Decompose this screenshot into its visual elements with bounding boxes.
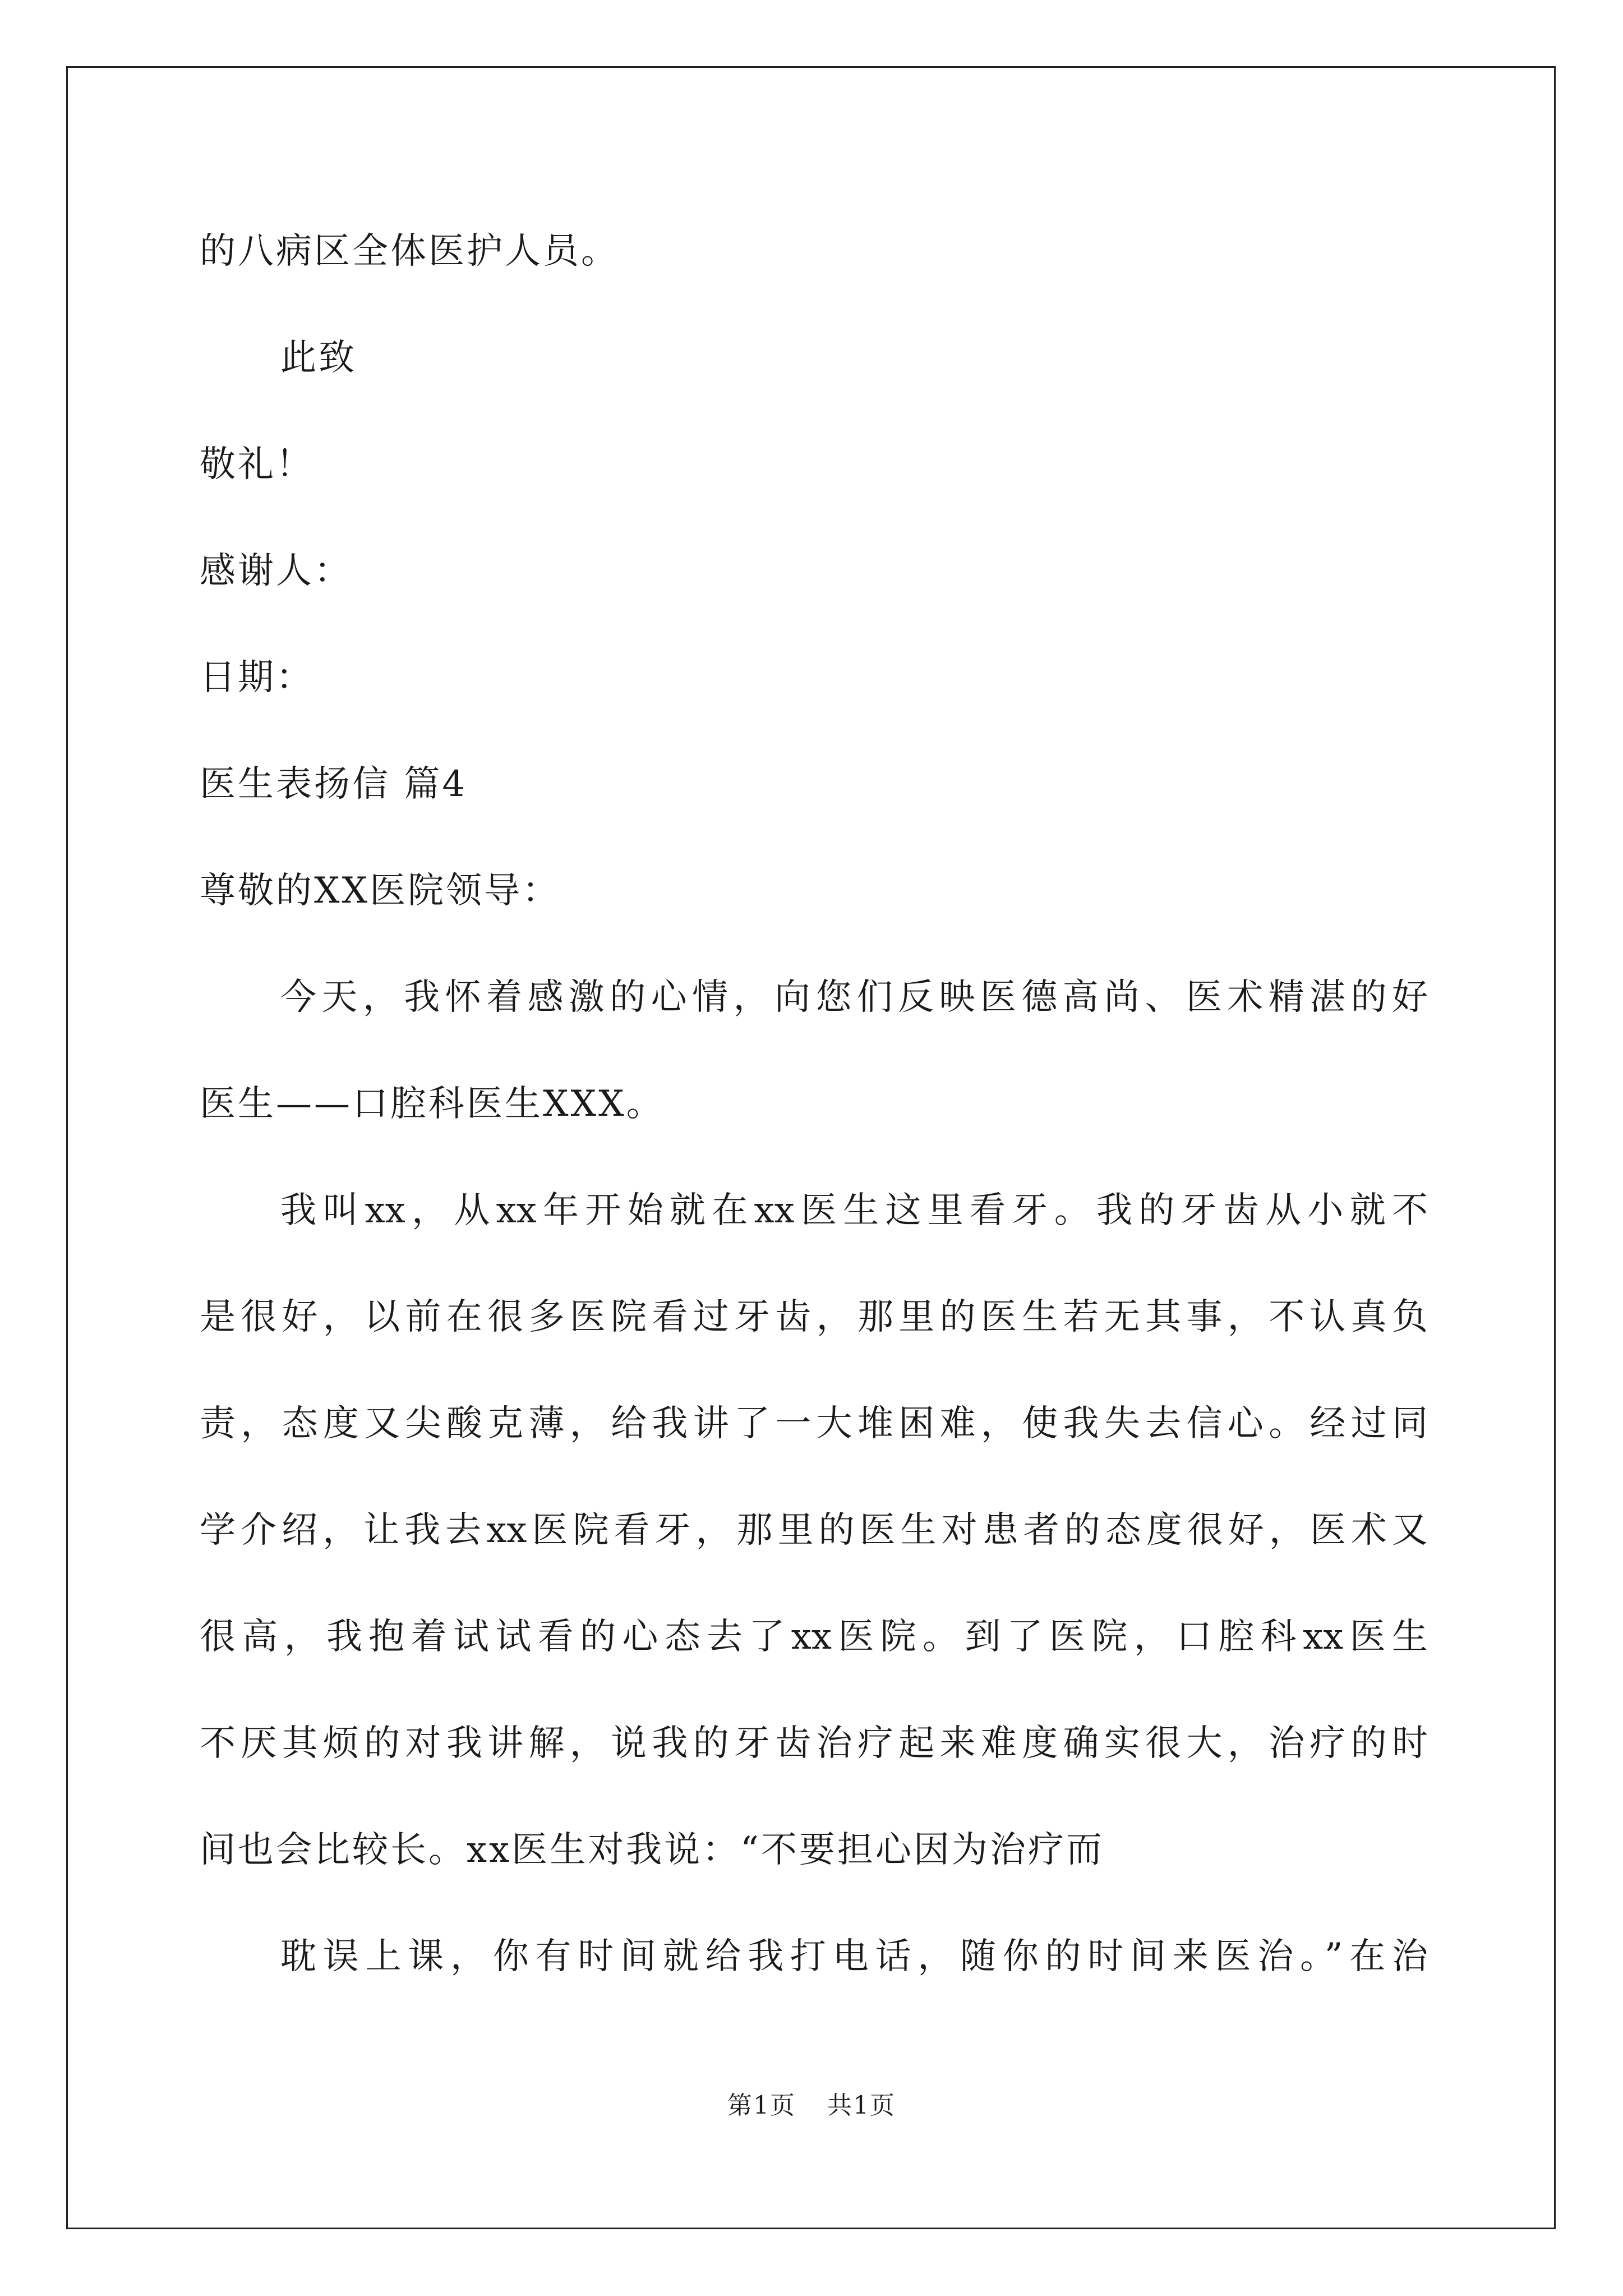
paragraph-line: 我叫xx，从xx年开始就在xx医生这里看牙。我的牙齿从小就不 (280, 1190, 1428, 1231)
page-footer (0, 2090, 1623, 2122)
page-number: 第1页 (727, 2091, 796, 2120)
paragraph-line: 学介绍，让我去xx医院看牙，那里的医生对患者的态度很好，医术又 (200, 1510, 1428, 1551)
text-line: 感谢人： (200, 550, 352, 592)
paragraph-line: 责，态度又尖酸克薄，给我讲了一大堆困难，使我失去信心。经过同 (200, 1403, 1428, 1444)
salutation: 尊敬的XX医院领导： (200, 870, 561, 912)
paragraph-line: 不厌其烦的对我讲解，说我的牙齿治疗起来难度确实很大，治疗的时 (200, 1723, 1428, 1764)
paragraph-line: 耽误上课，你有时间就给我打电话，随你的时间来医治。”在治 (280, 1936, 1428, 1977)
paragraph-line: 是很好，以前在很多医院看过牙齿，那里的医生若无其事，不认真负 (200, 1296, 1428, 1338)
section-heading: 医生表扬信 篇4 (200, 763, 468, 805)
page-total: 共1页 (827, 2091, 896, 2120)
page-border (66, 66, 1556, 2229)
paragraph-line: 很高，我抱着试试看的心态去了xx医院。到了医院，口腔科xx医生 (200, 1616, 1428, 1658)
text-line: 敬礼！ (200, 444, 314, 485)
paragraph-line: 今天，我怀着感激的心情，向您们反映医德高尚、医术精湛的好 (280, 977, 1428, 1018)
text-line: 的八病区全体医护人员。 (200, 231, 619, 272)
text-line: 此致 (280, 337, 357, 379)
paragraph-line: 医生——口腔科医生XXX。 (200, 1083, 665, 1125)
paragraph-line: 间也会比较长。xx医生对我说：“不要担心因为治疗而 (200, 1829, 1104, 1871)
text-line: 日期： (200, 657, 314, 698)
